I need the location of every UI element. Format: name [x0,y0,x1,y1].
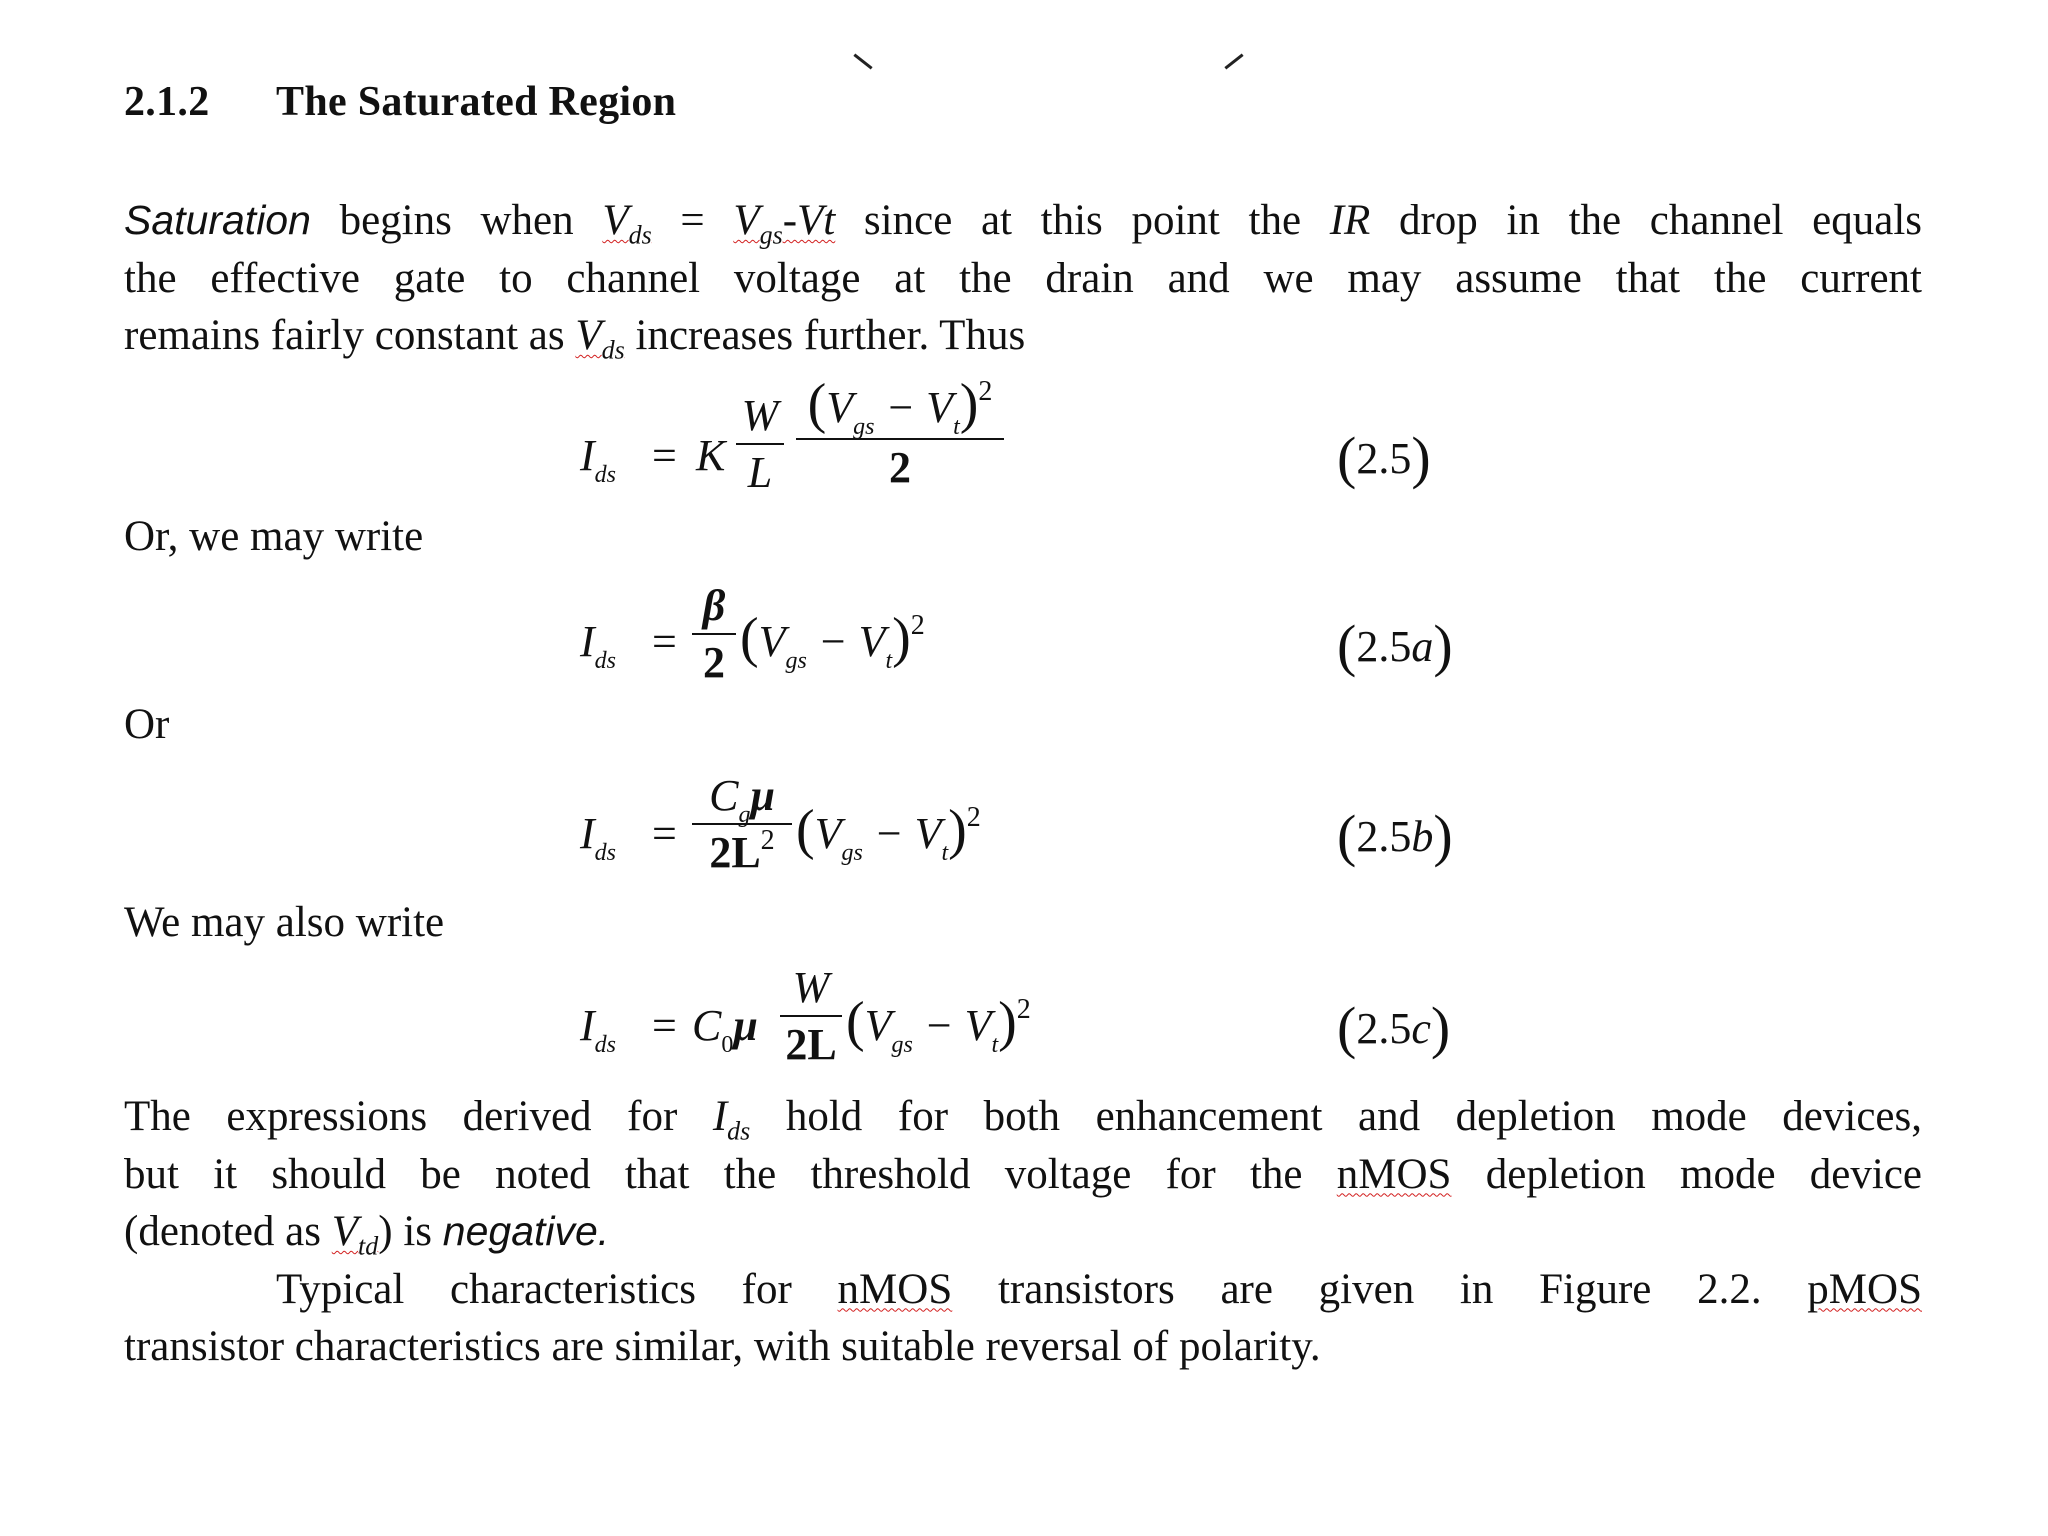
eq-frac-main: $(V_{gs} - V_t)^2$ 2 [796,372,1004,493]
intro-line-2: the effective gate to channel voltage at the drain and we may assume that the current [124,254,1922,302]
eq-frac-w-2l: W 2L [780,962,842,1070]
eq-k: K [696,431,726,480]
eq-equals: = [652,431,677,480]
term-negative: negative. [442,1208,610,1254]
closing-paragraph [124,1088,1922,1376]
eq-number-2-5c: (2.5c) [1337,995,1451,1060]
closing-line-1: The expressions derived for $I_{ds}$ hold for both enhancement and depletion mode devices, [124,1093,1922,1146]
intro-line-3: remains fairly constant as $V_{ds}$ increases further. Thus [124,312,1026,365]
eq-frac-beta: β 2 [692,580,736,688]
closing-line-5: transistor characteristics are similar, with suitable reversal of polarity. [124,1323,1321,1370]
eq-number-2-5a: (2.5a) [1337,613,1453,678]
term-nmos: nMOS [1336,1150,1452,1198]
equation-2-5c: $I_{ds}$ = $C_0\mu$ W 2L $(V_{gs} - V_t)^2$ (2.5c) [580,963,1451,1069]
eq-lhs: $I_{ds}$ [580,431,616,488]
label-or-we-may-write: Or, we may write [124,513,424,560]
label-we-may-also-write: We may also write [124,899,445,946]
eq-frac-w-l: W L [736,390,784,498]
term-pmos: pMOS [1807,1265,1922,1313]
eq-c0-mu: $C_0\mu$ [692,1001,758,1058]
var-vds: $V_{ds}$ [602,197,652,250]
section-heading [124,78,676,126]
var-ids: $I_{ds}$ [712,1093,751,1146]
eq-number-2-5b: (2.5b) [1337,803,1453,868]
eq-paren-expr: $(V_{gs} - V_t)^2$ [740,607,925,674]
intro-paragraph [124,192,1922,365]
var-vtd: $V_{td}$ [331,1208,379,1261]
term-ir: IR [1329,197,1371,244]
scan-mark-right [1224,54,1243,70]
closing-line-2: but it should be noted that the threshold voltage for the nMOS depletion mode device [124,1150,1922,1198]
intro-line-1: Saturation begins when $V_{ds} = V_{gs}-Vt$ since at this point the IR drop in the channel equals [124,197,1923,250]
label-or: Or [124,701,170,748]
term-nmos-2: nMOS [837,1265,953,1313]
equation-2-5b: $I_{ds}$ = $C_g\mu$ $2L^2$ $(V_{gs} - V_t)^2$ (2.5b) [580,771,1453,877]
scan-mark-left [853,54,872,70]
eq-frac-cg-mu: $C_g\mu$ $2L^2$ [692,770,792,878]
term-saturation: Saturation [124,197,311,243]
closing-line-3: (denoted as $V_{td}$) is negative. [124,1208,610,1261]
closing-line-4: Typical characteristics for nMOS transistors are given in Figure 2.2. pMOS [276,1265,1922,1313]
var-vds-2: $V_{ds}$ [575,312,625,365]
var-vgs-vt: $V_{gs}-Vt$ [733,197,836,250]
eq-number-2-5: (2.5) [1337,425,1431,490]
section-title: The Saturated Region [276,79,677,125]
equation-2-5a: $I_{ds}$ = β 2 $(V_{gs} - V_t)^2$ (2.5a) [580,581,1453,687]
equation-2-5 [580,372,1480,502]
section-number: 2.1.2 [124,79,210,125]
